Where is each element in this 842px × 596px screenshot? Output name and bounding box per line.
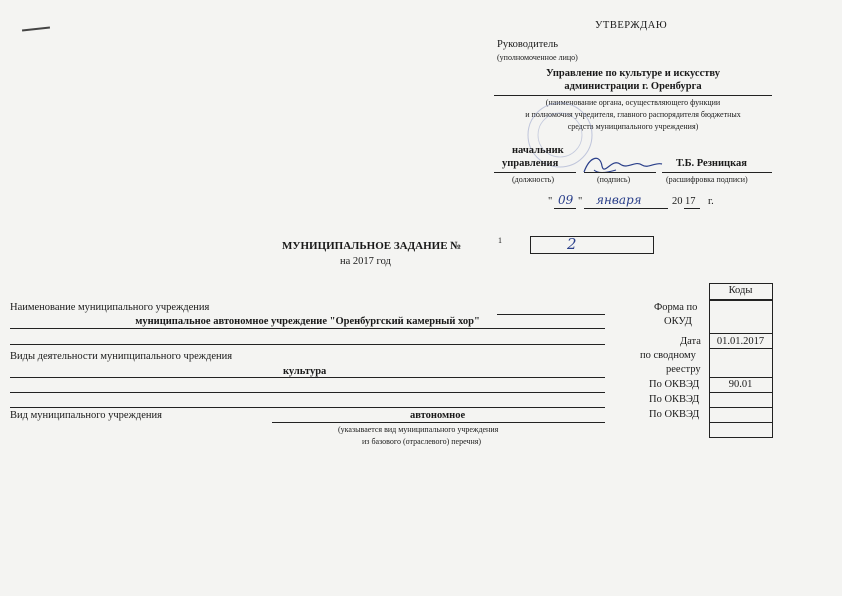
institution-value: муниципальное автономное учреждение "Оренбургский камерный хор": [135, 316, 480, 327]
date-year: 17: [685, 196, 696, 207]
code-label-date: Дата: [680, 336, 701, 347]
org-caption-line3: средств муниципального учреждения): [567, 122, 699, 131]
position-line2: управления: [502, 158, 559, 169]
activity-label: Виды деятельности мунипципального чреждения: [10, 351, 233, 362]
codes-divider-4: [709, 392, 772, 393]
signer-underline: [662, 172, 772, 173]
codes-header: Коды: [728, 285, 753, 296]
date-year-underline: [684, 208, 700, 209]
task-year: на 2017 год: [340, 256, 391, 267]
caption-name: (расшифровка подписи): [666, 175, 748, 184]
date-day: 09: [558, 193, 574, 207]
task-footnote: 1: [498, 236, 502, 245]
code-label-okved-2: По ОКВЭД: [649, 394, 700, 405]
head-label: Руководитель: [497, 39, 558, 50]
date-suffix: г.: [708, 196, 714, 207]
type-caption-line2: из базового (отраслевого) перечня): [362, 437, 482, 446]
org-caption-line2: и полномочия учредителя, главного распорядителя бюджетных: [525, 110, 741, 119]
date-day-underline: [554, 208, 576, 209]
scan-mark: [22, 27, 50, 32]
code-label-okved-1: По ОКВЭД: [649, 379, 700, 390]
code-value-okved-1: 90.01: [728, 379, 753, 390]
type-underline: [272, 422, 605, 423]
signer-name: Т.Б. Резницкая: [676, 158, 747, 169]
position-line1: начальник: [512, 145, 564, 156]
org-name-underline: [494, 95, 772, 96]
code-label-form: Форма по: [654, 302, 698, 313]
position-underline: [494, 172, 576, 173]
institution-label-underline: [497, 314, 605, 315]
task-title: МУНИЦИПАЛЬНОЕ ЗАДАНИЕ №: [282, 240, 462, 252]
org-caption-line1: (наименование органа, осуществляющего функции: [545, 98, 721, 107]
type-value: автономное: [410, 410, 466, 421]
caption-position: (должность): [512, 175, 554, 184]
code-label-registry-2: реестру: [666, 364, 701, 375]
task-number: 2: [567, 235, 577, 253]
task-number-box: [530, 236, 654, 254]
approval-title: УТВЕРЖДАЮ: [595, 20, 668, 31]
codes-divider-3: [709, 377, 772, 378]
activity-underline: [10, 377, 605, 378]
codes-divider-2: [709, 348, 772, 349]
date-month-underline: [584, 208, 668, 209]
activity-value: культура: [283, 366, 327, 377]
type-caption-line1: (указывается вид муниципального учреждения: [338, 425, 499, 434]
org-name-line2: администрации г. Оренбурга: [564, 81, 702, 92]
type-label: Вид муниципального учреждения: [10, 410, 162, 421]
date-year-prefix: 20: [672, 196, 683, 207]
institution-underline-2: [10, 344, 605, 345]
institution-label: Наименование муниципального учреждения: [10, 302, 210, 313]
signature-underline: [584, 172, 656, 173]
date-month: января: [596, 193, 642, 207]
codes-table: [709, 283, 773, 438]
codes-header-divider: [709, 299, 772, 301]
caption-signature: (подпись): [597, 175, 631, 184]
code-label-okved-3: По ОКВЭД: [649, 409, 700, 420]
activity-underline-2: [10, 392, 605, 393]
codes-divider-6: [709, 422, 772, 423]
code-label-okud: ОКУД: [664, 316, 692, 327]
code-value-date: 01.01.2017: [716, 336, 765, 347]
org-name-line1: Управление по культуре и искусству: [546, 68, 720, 79]
activity-underline-3: [10, 407, 605, 408]
codes-divider-1: [709, 333, 772, 334]
codes-divider-5: [709, 407, 772, 408]
code-label-registry-1: по сводному: [640, 350, 696, 361]
authorized-person-caption: (уполномоченное лицо): [497, 53, 578, 62]
institution-underline: [10, 328, 605, 329]
